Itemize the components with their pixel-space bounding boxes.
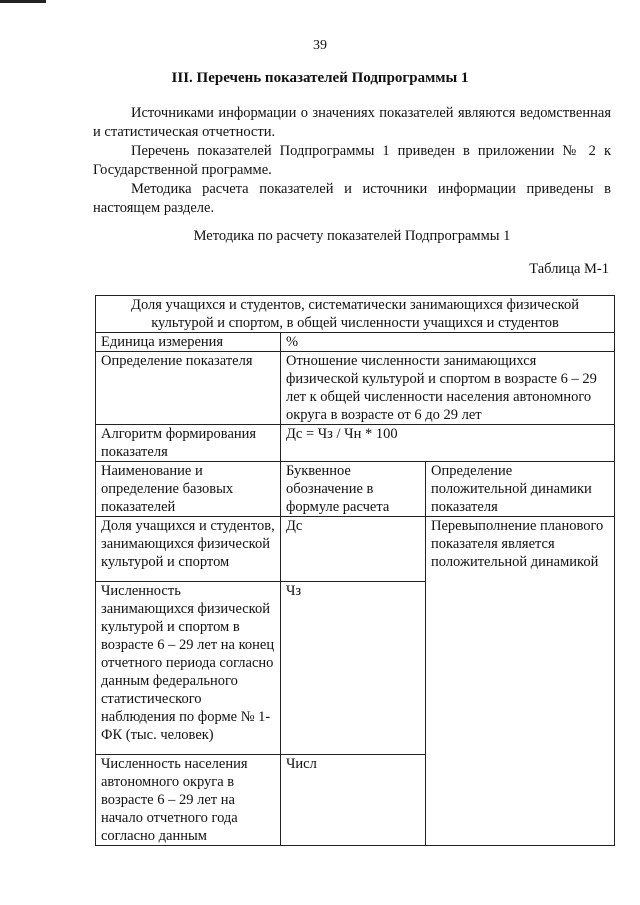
table-row: [96, 425, 615, 462]
base-indicator-name: Доля учащихся и студентов, занимающихся физической культурой и спортом: [96, 517, 281, 582]
table-label: Таблица М-1: [529, 261, 609, 277]
page-number: 39: [313, 38, 327, 53]
paragraph-text: Методика расчета показателей и источники информации приведены в настоящем разделе.: [93, 181, 611, 216]
methodology-title: Методика по расчету показателей Подпрограммы 1: [193, 228, 511, 244]
table-heading-row: [96, 296, 615, 333]
definition-value: Отношение численности занимающихся физической культурой и спортом в возрасте 6 – 29 лет к общей численности населения автономного округа в возрасте от 6 до 29 лет: [281, 352, 615, 425]
section-title: III. Перечень показателей Подпрограммы 1: [171, 70, 469, 86]
column-header-symbol: Буквенное обозначение в формуле расчета: [281, 462, 426, 517]
scan-edge-mark: [0, 0, 46, 3]
algorithm-formula: Дс = Чз / Чн * 100: [281, 425, 615, 462]
base-indicator-name: Численность занимающихся физической культурой и спортом в возрасте 6 – 29 лет на конец отчетного периода согласно данным федерального статистического наблюдения по форме № 1-ФК (тыс. человек): [96, 582, 281, 755]
paragraph-list: [93, 142, 611, 180]
paragraph-sources: [93, 104, 611, 142]
unit-value: %: [281, 333, 615, 352]
column-header-dynamics: Определение положительной динамики показателя: [426, 462, 615, 517]
indicator-heading: Доля учащихся и студентов, систематически занимающихся физической культурой и спортом, в общей численности учащихся и студентов: [96, 296, 615, 333]
table-row: [96, 352, 615, 425]
base-indicator-name: Численность населения автономного округа в возрасте 6 – 29 лет на начало отчетного года согласно данным: [96, 755, 281, 846]
paragraph-text: Источниками информации о значениях показателей являются ведомственная и статистическая отчетности.: [93, 105, 611, 140]
dynamics-definition: Перевыполнение планового показателя является положительной динамикой: [426, 517, 615, 846]
definition-label: Определение показателя: [96, 352, 281, 425]
indicator-table: [95, 295, 615, 846]
table-row: [96, 333, 615, 352]
unit-label: Единица измерения: [96, 333, 281, 352]
algorithm-label: Алгоритм формирования показателя: [96, 425, 281, 462]
paragraph-text: Перечень показателей Подпрограммы 1 приведен в приложении № 2 к Государственной программе.: [93, 143, 611, 178]
table-row: [96, 517, 615, 582]
base-indicator-symbol: Числ: [281, 755, 426, 846]
column-header-name: Наименование и определение базовых показателей: [96, 462, 281, 517]
column-header-row: [96, 462, 615, 517]
paragraph-methodology: [93, 180, 611, 218]
base-indicator-symbol: Чз: [281, 582, 426, 755]
base-indicator-symbol: Дс: [281, 517, 426, 582]
